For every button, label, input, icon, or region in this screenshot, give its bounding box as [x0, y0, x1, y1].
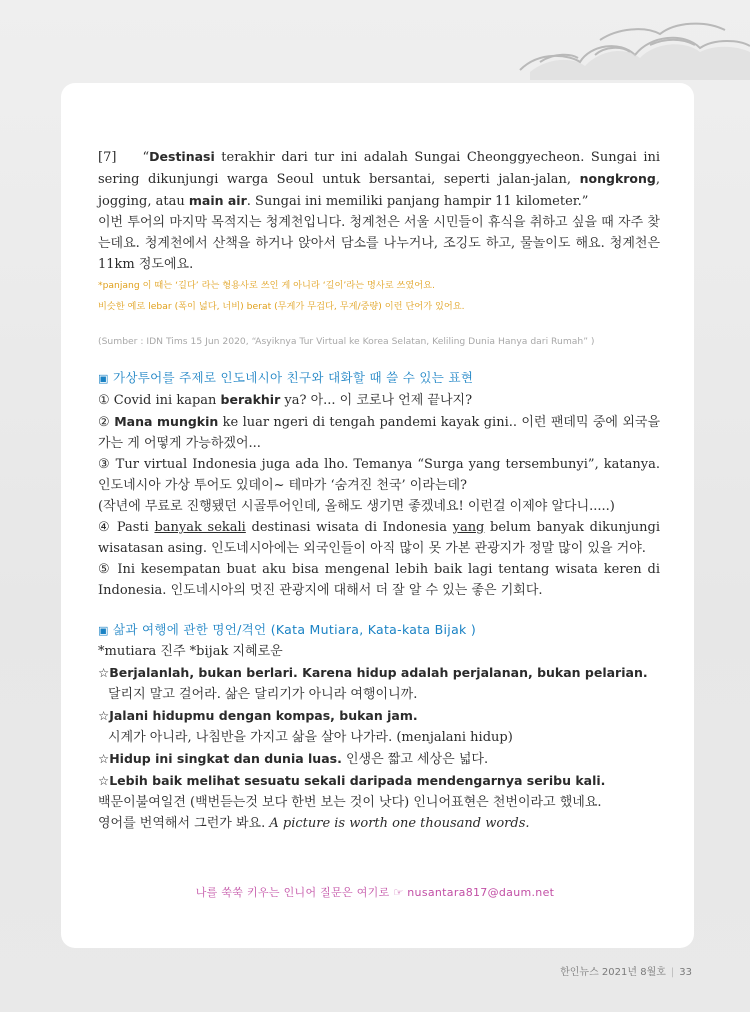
heading-text: 삶과 여행에 관한 명언/격언 (Kata Mutiara, Kata-kata Bijak ): [108, 622, 477, 637]
quote-2-korean: 시계가 아니라, 나침반을 가지고 삶을 살아 나가라. (menjalani hidup): [108, 730, 513, 745]
expressions-heading: [98, 367, 660, 389]
open-quote: “: [142, 150, 150, 165]
expression-1: [98, 389, 660, 411]
text: ① Covid ini kapan: [98, 393, 221, 408]
note-panjang: *panjang 이 때는 ‘길다’ 라는 형용사로 쓰인 게 아니라 ‘길이’라는 명사로 쓰였어요.: [98, 280, 435, 291]
text: belum banyak dikunjungi wisatasan asing. 인도네시아에는 외국인들이 아직 많이 못 가본 관광지가 정말 많이 있을 거야.: [98, 520, 660, 556]
text: ke luar ngeri di tengah pandemi kayak gini.. 이런 팬데믹 중에 외국을 가는 게 어떻게 가능하겠어...: [98, 415, 660, 451]
quote-1: [98, 662, 660, 684]
underlined-word: banyak sekali: [154, 520, 246, 535]
note-similar-words: 비슷한 예로 lebar (폭이 넓다, 너비) berat (무게가 무겁다, 무게/중량) 이런 단어가 있어요.: [98, 301, 465, 312]
bold-word: nongkrong: [579, 171, 656, 186]
text: , jogging, atau: [98, 172, 660, 209]
text: ④ Pasti: [98, 520, 155, 535]
quotes-heading: [98, 619, 660, 641]
expression-3-note: (작년에 무료로 진행됐던 시골투어인데, 올해도 생기면 좋겠네요! 이런걸 이제야 알다니.....): [98, 499, 615, 514]
text: ②: [98, 415, 115, 430]
quote-2: [98, 705, 660, 727]
square-mark-icon: ▣: [98, 624, 109, 637]
quote-text: ☆Hidup ini singkat dan dunia luas.: [98, 751, 342, 766]
quote-1-korean: 달리지 말고 걸어라. 삶은 달리기가 아니라 여행이니까.: [108, 687, 418, 702]
quote-4: [98, 770, 660, 792]
underlined-word: yang: [452, 520, 485, 535]
quotes-vocab: *mutiara 진주 *bijak 지혜로운: [98, 644, 283, 659]
english-quote: A picture is worth one thousand words.: [269, 816, 530, 831]
text: 영어를 번역해서 그런가 봐요.: [98, 816, 270, 831]
expression-3: ③ Tur virtual Indonesia juga ada lho. Temanya “Surga yang tersembunyi”, katanya. 인도네시아 가상 투어도 있데이~ 테마가 ‘숨겨진 천국’ 이라는데?: [98, 457, 660, 493]
bold-word: main air: [188, 193, 247, 208]
cloud-ornament: [500, 0, 750, 80]
text: terakhir dari tur ini adalah Sungai Cheonggyecheon. Sungai ini sering dikunjungi warga Seoul untuk bersantai, seperti jalan-jalan,: [98, 150, 661, 187]
page-number: 33: [679, 967, 692, 978]
source-citation: (Sumber : IDN Tims 15 Jun 2020, “Asyiknya Tur Virtual ke Korea Selatan, Keliling Dunia Hanya dari Rumah” ): [98, 336, 595, 347]
section-number: [7]: [98, 150, 117, 165]
text: destinasi wisata di Indonesia: [245, 520, 453, 535]
text: . Sungai ini memiliki panjang hampir 11 kilometer.”: [246, 194, 589, 209]
publication-name: 한인뉴스 2021년 8월호: [560, 967, 666, 978]
heading-text: 가상투어를 주제로 인도네시아 친구와 대화할 때 쓸 수 있는 표현: [108, 370, 474, 385]
bold-word: berakhir: [220, 392, 281, 407]
quote-text: ☆Berjalanlah, bukan berlari. Karena hidup adalah perjalanan, bukan pelarian.: [98, 665, 648, 680]
section7-paragraph: [98, 146, 660, 212]
section7-korean: 이번 투어의 마지막 목적지는 청계천입니다. 청계천은 서울 시민들이 휴식을 취하고 싶을 때 자주 찾는데요. 청계천에서 산책을 하거나 앉아서 담소를 나누거나, 조깅도 하고, 물놀이도 해요. 청계천은 11km 정도에요.: [98, 215, 660, 272]
quote-text: ☆Lebih baik melihat sesuatu sekali daripada mendengarnya seribu kali.: [98, 773, 606, 788]
quote-korean: 인생은 짧고 세상은 넓다.: [341, 752, 489, 767]
quote-4-korean-1: 백문이불여일견 (백번듣는것 보다 한번 보는 것이 낫다) 인니어표현은 천번이라고 했네요.: [98, 795, 602, 810]
expression-5: ⑤ Ini kesempatan buat aku bisa mengenal lebih baik lagi tentang wisata keren di Indonesia. 인도네시아의 멋진 관광지에 대해서 더 잘 알 수 있는 좋은 기회다.: [98, 562, 660, 598]
article-content: [98, 146, 660, 834]
page-info: [560, 963, 692, 978]
expression-4: [98, 517, 660, 559]
square-mark-icon: ▣: [98, 372, 109, 385]
separator: |: [670, 967, 675, 978]
quote-3: [98, 748, 660, 770]
bold-word: Mana mungkin: [114, 414, 219, 429]
quote-4-korean-2: [98, 813, 660, 834]
text: ya? 아... 이 코로나 언제 끝나지?: [280, 393, 473, 408]
bold-word: Destinasi: [149, 149, 215, 164]
expression-2: [98, 411, 660, 454]
contact-line: 나를 쑥쑥 키우는 인니어 질문은 여기로 ☞ nusantara817@daum.net: [195, 886, 555, 899]
quote-text: ☆Jalani hidupmu dengan kompas, bukan jam.: [98, 708, 418, 723]
